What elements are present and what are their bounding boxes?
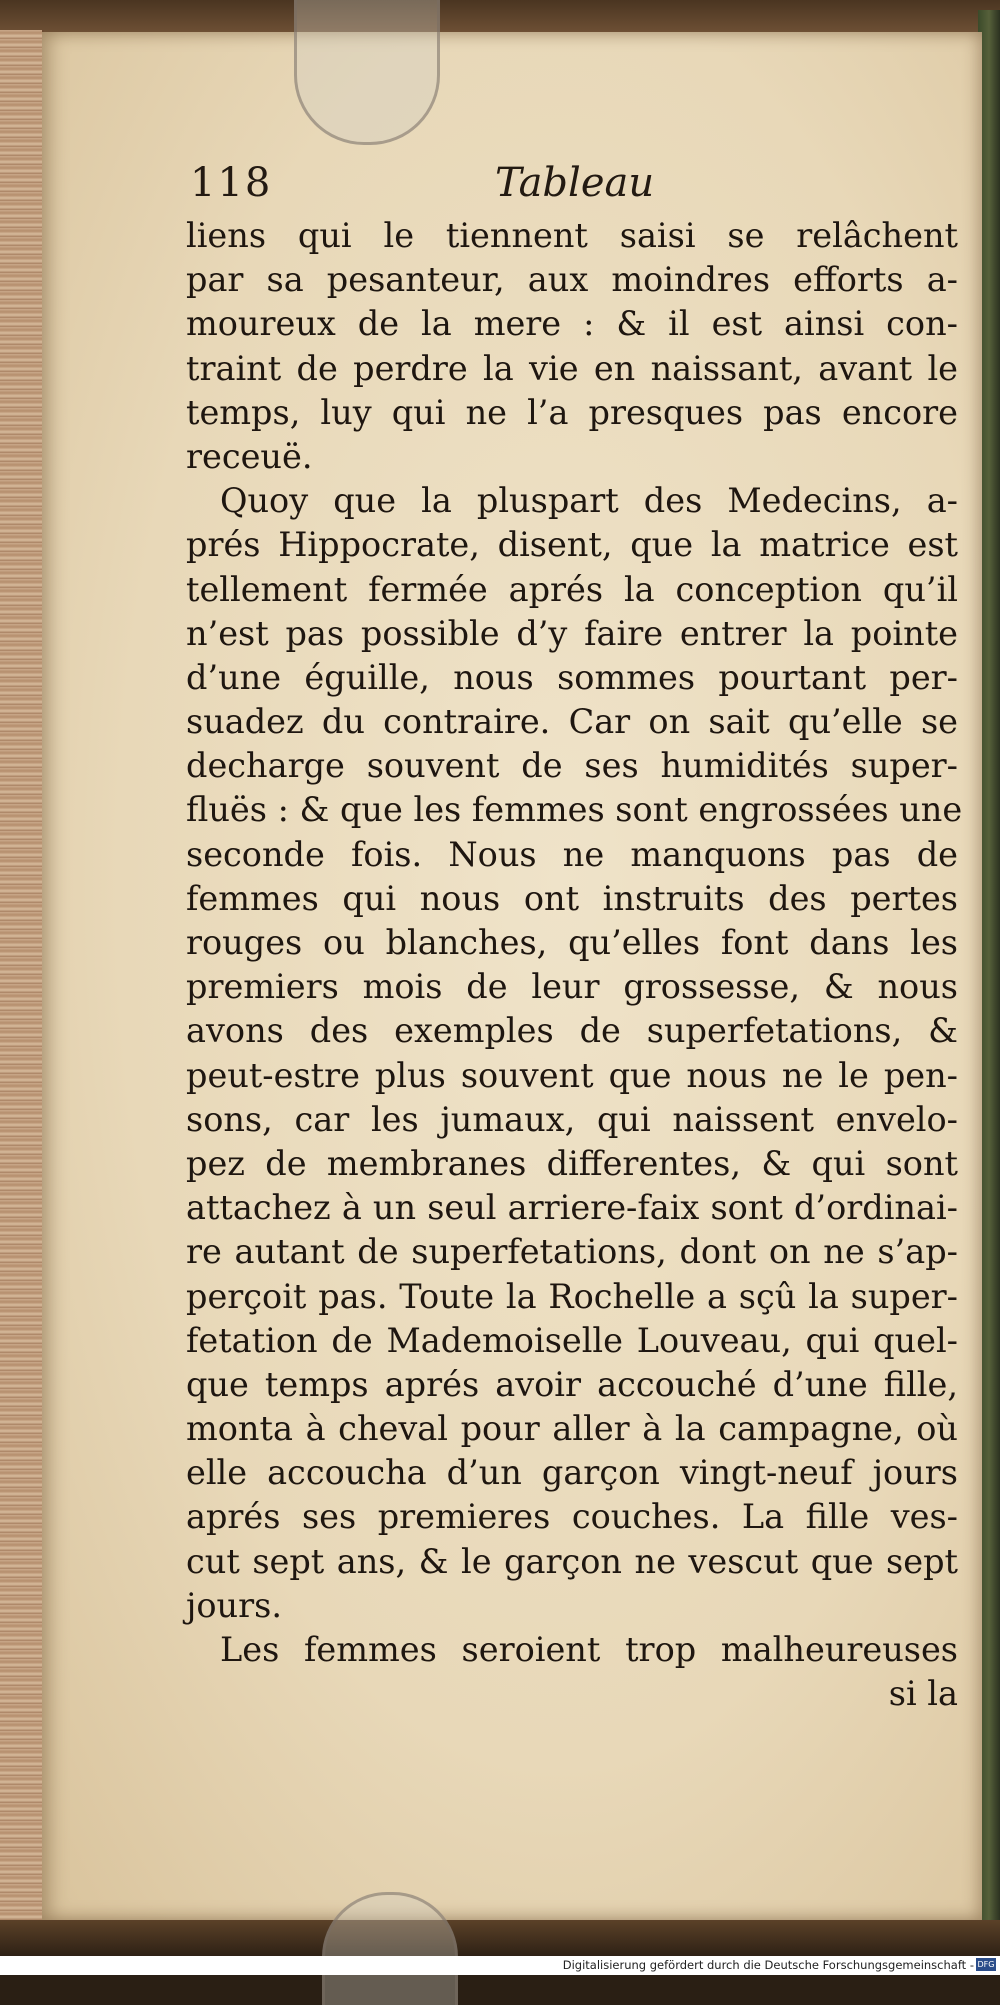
text-line: pez de membranes differentes, & qui sont xyxy=(186,1143,958,1183)
text-line: perçoit pas. Toute la Rochelle a sçû la super- xyxy=(186,1276,958,1316)
text-line: sons, car les jumaux, qui naissent envelo- xyxy=(186,1099,958,1139)
book-fore-edge xyxy=(0,30,44,1920)
text-line: cut sept ans, & le garçon ne vescut que sept xyxy=(186,1541,958,1581)
text-line: tellement fermée aprés la conception qu’il xyxy=(186,569,958,609)
text-line: que temps aprés avoir accouché d’une fille, xyxy=(186,1364,958,1404)
text-line: moureux de la mere : & il est ainsi con- xyxy=(186,304,958,344)
text-line: re autant de superfetations, dont on ne s’ap- xyxy=(186,1232,958,1272)
text-line: liens qui le tiennent saisi se relâchent xyxy=(186,216,958,255)
text-line: premiers mois de leur grossesse, & nous xyxy=(186,967,958,1007)
text-line: decharge souvent de ses humidités super- xyxy=(186,746,958,786)
text-line: femmes qui nous ont instruits des pertes xyxy=(186,878,958,918)
text-line: Quoy que la pluspart des Medecins, a- xyxy=(220,481,958,521)
text-line: seconde fois. Nous ne manquons pas de xyxy=(186,834,958,874)
running-title: Tableau xyxy=(495,160,655,206)
text-line: monta à cheval pour aller à la campagne, où xyxy=(186,1409,958,1449)
book-cover-top xyxy=(0,0,1000,32)
catchword: si la xyxy=(888,1674,958,1714)
text-line: attachez à un seul arriere-faix sont d’ordinai- xyxy=(186,1188,958,1228)
text-line: elle accoucha d’un garçon vingt-neuf jours xyxy=(186,1453,958,1493)
text-line: peut-estre plus souvent que nous ne le pen- xyxy=(186,1055,958,1095)
page-number: 118 xyxy=(190,160,273,206)
funding-credit: Digitalisierung gefördert durch die Deutsche Forschungsgemeinschaft - xyxy=(562,1958,974,1972)
text-line: prés Hippocrate, disent, que la matrice est xyxy=(186,525,958,565)
text-line: n’est pas possible d’y faire entrer la pointe xyxy=(186,613,958,653)
running-head xyxy=(190,160,790,220)
body-text xyxy=(186,214,963,1716)
text-line: par sa pesanteur, aux moindres efforts a- xyxy=(186,260,958,300)
text-line: d’une éguille, nous sommes pourtant per- xyxy=(186,657,958,697)
page-clip-bottom xyxy=(322,1892,458,2005)
text-line: Les femmes seroient trop malheureuses xyxy=(220,1630,958,1669)
text-line: aprés ses premieres couches. La fille ves- xyxy=(186,1497,958,1537)
dfg-logo: DFG xyxy=(977,1960,995,1969)
text-line: fetation de Mademoiselle Louveau, qui quel- xyxy=(186,1320,958,1360)
page-clip-top xyxy=(294,0,440,145)
text-line: fluës : & que les femmes sont engrossées une xyxy=(186,790,963,830)
text-line: rouges ou blanches, qu’elles font dans les xyxy=(186,923,958,962)
text-line: receuë. xyxy=(186,436,313,476)
text-line: traint de perdre la vie en naissant, avant le xyxy=(186,348,958,388)
text-line: suadez du contraire. Car on sait qu’elle se xyxy=(186,702,958,742)
text-line: temps, luy qui ne l’a presques pas encore xyxy=(186,392,958,432)
book-cover-bottom xyxy=(0,1920,1000,1956)
text-line: jours. xyxy=(186,1585,282,1625)
text-line: avons des exemples de superfetations, & xyxy=(186,1011,958,1051)
